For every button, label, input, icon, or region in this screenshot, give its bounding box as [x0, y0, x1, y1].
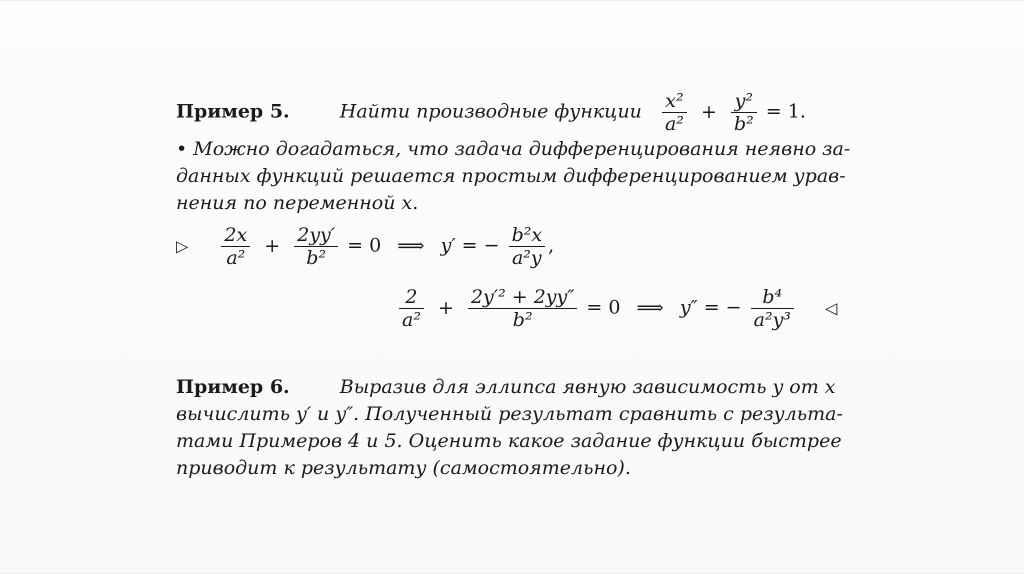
ellipse-rhs: = 1. [765, 100, 806, 123]
example5-heading [176, 90, 806, 135]
paragraph-line-2: данных функций решается простым дифференцированием урав- [176, 165, 846, 187]
variable-x: x [401, 192, 413, 214]
eq2-frac-3: $\frac{\text{b⁴}}{\text{a²y³}}$ [751, 286, 794, 331]
example6-line-3: тами Примеров 4 и 5. Оценить какое задание функции быстрее [176, 430, 842, 452]
implies-icon: ⟹ [397, 234, 425, 257]
example6-line-2: вычислить y′ и y″. Полученный результат сравнить с результа- [176, 403, 843, 425]
bullet-icon: • [176, 138, 188, 160]
equals-zero: = 0 [347, 234, 382, 257]
eq1-frac-1: $\frac{2x}{\text{a²}}$ [221, 224, 250, 269]
eq1-frac-3: $\frac{\text{b²x}}{\text{a²y}}$ [509, 224, 546, 269]
ellipse-frac-x: $\frac{\text{x²}}{\text{a²}}$ [662, 90, 687, 135]
example6-line-1: Пример 6. Выразив для эллипса явную зависимость y от x [176, 376, 836, 398]
solution-end-triangle-icon: ◁ [825, 298, 838, 318]
y-prime-lhs: y′ = − [440, 234, 500, 257]
implies-icon: ⟹ [636, 296, 664, 319]
plus-sign: + [264, 234, 281, 257]
paragraph-line-3: нения по переменной x. [176, 192, 419, 214]
example6-label: Пример 6. [176, 376, 290, 398]
example5-label: Пример 5. [176, 100, 290, 123]
example6-line-4: приводит к результату (самостоятельно). [176, 457, 631, 479]
solution-start-triangle-icon: ▷ [176, 236, 189, 256]
eq1-frac-2: $\frac{2yy'}{\text{b²}}$ [294, 224, 338, 269]
example5-task: Найти производные функции [339, 100, 642, 123]
solution-equation-1: ▷ $\frac{2x}{\text{a²}}$ + $\frac{2yy'}{\text{b²}}$ = 0 ⟹ y′ = − $\frac{\text{b²x}}{\text{a²y}}$ , [176, 224, 555, 269]
plus-sign: + [438, 296, 454, 319]
y-double-prime-lhs: y″ = − [679, 296, 742, 319]
equals-zero: = 0 [586, 296, 621, 319]
eq2-frac-2: $\frac{\text{2y′² + 2yy″}}{\text{b²}}$ [468, 286, 577, 331]
plus-sign: + [700, 100, 717, 123]
ellipse-frac-y: $\frac{\text{y²}}{\text{b²}}$ [731, 90, 757, 135]
eq2-frac-1: $\frac{2}{\text{a²}}$ [399, 286, 424, 331]
paragraph-line-1: • Можно догадаться, что задача дифференцирования неявно за- [176, 138, 851, 160]
solution-equation-2 [396, 286, 837, 331]
